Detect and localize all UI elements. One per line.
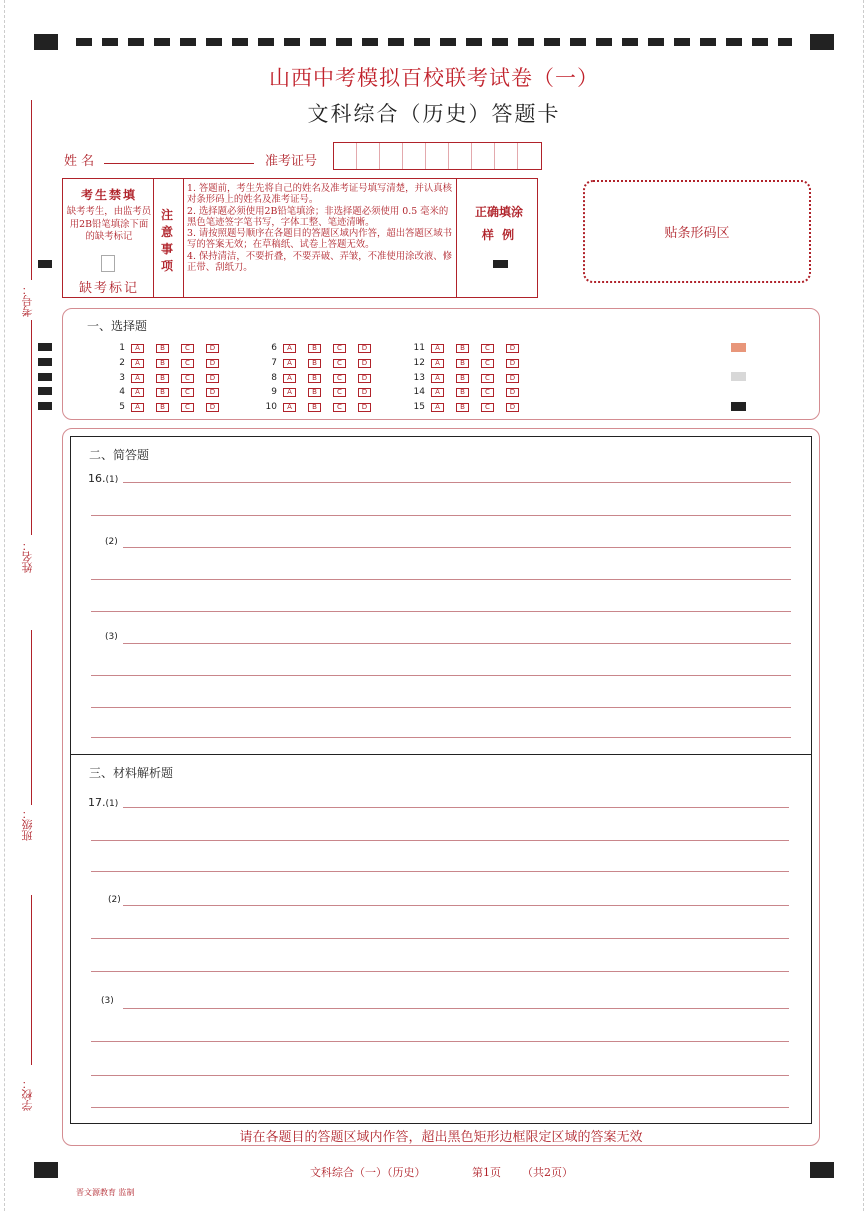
choice-question-row [257,402,383,412]
side-timing-mark [38,260,52,268]
choice-question-row [257,387,383,397]
choice-bubble-a[interactable]: A [431,388,444,397]
choice-bubble-c[interactable]: C [181,359,194,368]
choice-bubble-c[interactable]: C [333,359,346,368]
choice-bubble-a[interactable]: A [283,403,296,412]
sample-line1: 正确填涂 [474,205,523,219]
answer-line [123,807,789,808]
side-line [31,895,32,1065]
choice-bubble-b[interactable]: B [456,374,469,383]
choice-question-number: 5 [119,402,125,412]
page-edge-right [863,0,864,1211]
side-label-name: 姓名： [21,540,34,573]
choice-question-row [257,343,383,353]
footer-printer: 晋文源教育 监制 [76,1188,135,1197]
side-timing-mark [38,387,52,395]
choice-bubble-c[interactable]: C [181,388,194,397]
choice-bubble-c[interactable]: C [481,374,494,383]
material-analysis-box[interactable] [70,754,812,1124]
choice-bubble-c[interactable]: C [481,388,494,397]
choice-bubble-c[interactable]: C [181,344,194,353]
exam-id-label: 准考证号 [265,154,318,169]
answer-line [91,611,791,612]
footer-total: （共2页） [522,1166,573,1179]
side-label-exam-no: 考号： [21,284,34,317]
choice-bubble-c[interactable]: C [481,403,494,412]
answer-line [123,482,791,483]
choice-question-row [105,387,231,397]
choice-question-number: 6 [271,343,277,353]
choice-section [62,308,820,420]
answer-line [123,643,791,644]
choice-bubble-b[interactable]: B [156,359,169,368]
sample-line2: 样 例 [481,228,517,242]
page-edge-left [4,0,5,1211]
choice-bubble-d[interactable]: D [206,374,219,383]
choice-question-row [105,358,231,368]
choice-bubble-b[interactable]: B [308,359,321,368]
footer-subject: 文科综合（一）（历史） [310,1166,426,1179]
side-timing-mark [38,358,52,366]
choice-question-number: 15 [413,402,425,412]
choice-bubble-a[interactable]: A [283,344,296,353]
swatch-orange [731,343,746,352]
side-label-class: 班级： [21,808,34,841]
choice-question-number: 8 [271,373,277,383]
instructions-box [62,178,538,298]
note-item: 1. 答题前，考生先将自己的姓名及准考证号填写清楚，并认真核对条形码上的姓名及准考证号。 [187,183,453,206]
exam-id-boxes[interactable] [333,142,542,170]
choice-bubble-a[interactable]: A [431,374,444,383]
q16-part3: (3) [105,632,118,642]
choice-bubble-a[interactable]: A [431,359,444,368]
choice-bubble-d[interactable]: D [358,359,371,368]
choice-question-row [257,373,383,383]
choice-bubble-d[interactable]: D [506,388,519,397]
answer-line [91,515,791,516]
choice-question-number: 9 [271,387,277,397]
choice-question-number: 11 [413,343,425,353]
note-item: 4. 保持清洁，不要折叠，不要弄破、弄皱，不准使用涂改液、修正带、刮纸刀。 [187,250,453,274]
barcode-area: 贴条形码区 [583,180,811,283]
choice-bubble-b[interactable]: B [156,388,169,397]
choice-bubble-c[interactable]: C [481,359,494,368]
choice-question-number: 1 [119,343,125,353]
answer-area-warning: 请在各题目的答题区域内作答，超出黑色矩形边框限定区域的答案无效 [239,1130,643,1145]
choice-bubble-a[interactable]: A [283,359,296,368]
choice-question-row [105,402,231,412]
choice-question-number: 12 [413,358,425,368]
choice-question-number: 4 [119,387,125,397]
answer-line [91,675,791,676]
sheet-subtitle: 文科综合（历史）答题卡 [307,102,561,126]
choice-bubble-a[interactable]: A [431,403,444,412]
choice-bubble-d[interactable]: D [358,374,371,383]
absent-title: 考生禁填 [80,188,137,202]
choice-bubble-c[interactable]: C [181,374,194,383]
absent-mark-box[interactable] [101,255,115,272]
side-timing-mark [38,373,52,381]
short-answer-box[interactable] [70,436,812,755]
choice-bubble-a[interactable]: A [131,388,144,397]
answer-line [91,1075,789,1076]
answer-line [123,905,789,906]
choice-bubble-a[interactable]: A [283,388,296,397]
choice-bubble-a[interactable]: A [131,344,144,353]
choice-bubble-a[interactable]: A [131,403,144,412]
choice-bubble-c[interactable]: C [481,344,494,353]
choice-bubble-b[interactable]: B [308,374,321,383]
note-item: 3. 请按照题号顺序在各题目的答题区域内作答，超出答题区域书写的答案无效；在草稿纸、试卷上答题无效。 [187,228,453,251]
choice-bubble-a[interactable]: A [131,359,144,368]
sample-filled-mark [493,260,508,268]
choice-bubble-b[interactable]: B [156,374,169,383]
choice-bubble-d[interactable]: D [506,344,519,353]
answer-line [91,971,789,972]
choice-bubble-c[interactable]: C [333,374,346,383]
name-label: 姓 名 [64,154,95,169]
choice-bubble-d[interactable]: D [506,403,519,412]
choice-bubble-a[interactable]: A [131,374,144,383]
choice-bubble-d[interactable]: D [206,344,219,353]
side-label-school: 学校： [21,1078,34,1111]
choice-bubble-b[interactable]: B [456,344,469,353]
side-timing-mark [38,343,52,351]
corner-mark-bottom-right [810,1162,834,1178]
absent-text: 缺考考生，由监考员用2B铅笔填涂下面的缺考标记 [66,206,152,242]
choice-question-number: 2 [119,358,125,368]
note-item: 2. 选择题必须使用2B铅笔填涂；非选择题必须使用 0.5 毫米的黑色笔迹签字笔书写，字体工整、笔迹清晰。 [187,205,449,228]
answer-line [123,547,791,548]
choice-bubble-c[interactable]: C [333,403,346,412]
q17-number: 17.(1) [88,796,119,809]
choice-bubble-d[interactable]: D [358,403,371,412]
choice-bubble-b[interactable]: B [156,403,169,412]
answer-line [91,1107,789,1108]
q16-part2: (2) [105,537,118,547]
side-timing-mark [38,402,52,410]
notes-list [187,183,453,273]
answer-line [91,579,791,580]
choice-bubble-b[interactable]: B [308,344,321,353]
material-analysis-title: 三、材料解析题 [89,766,174,780]
choice-section-title: 一、选择题 [87,319,148,333]
answer-line [91,737,791,738]
choice-bubble-d[interactable]: D [506,374,519,383]
choice-bubble-c[interactable]: C [333,344,346,353]
corner-mark-top-left [34,34,58,50]
choice-bubble-b[interactable]: B [156,344,169,353]
choice-question-row [405,373,531,383]
side-line [31,320,32,535]
answer-line [91,840,789,841]
choice-bubble-d[interactable]: D [206,403,219,412]
choice-question-number: 14 [413,387,425,397]
swatch-black [731,402,746,411]
choice-question-row [257,358,383,368]
choice-bubble-d[interactable]: D [506,359,519,368]
choice-bubble-d[interactable]: D [358,388,371,397]
answer-line [123,1008,789,1009]
choice-bubble-b[interactable]: B [456,403,469,412]
short-answer-title: 二、简答题 [89,448,150,462]
choice-bubble-b[interactable]: B [308,388,321,397]
footer-page: 第1页 [472,1166,501,1179]
name-field[interactable] [104,163,254,164]
choice-question-number: 7 [271,358,277,368]
choice-question-row [405,358,531,368]
answer-line [91,871,789,872]
choice-bubble-d[interactable]: D [358,344,371,353]
choice-bubble-c[interactable]: C [181,403,194,412]
choice-bubble-b[interactable]: B [456,388,469,397]
answer-line [91,938,789,939]
corner-mark-bottom-left [34,1162,58,1178]
side-line [31,630,32,805]
q16-number: 16.(1) [88,472,119,485]
sheet-title: 山西中考模拟百校联考试卷（一） [269,66,599,90]
choice-question-row [405,402,531,412]
choice-bubble-c[interactable]: C [333,388,346,397]
choice-bubble-d[interactable]: D [206,359,219,368]
absent-mark-label: 缺考标记 [78,281,139,296]
choice-bubble-a[interactable]: A [431,344,444,353]
side-line [31,100,32,280]
choice-bubble-b[interactable]: B [456,359,469,368]
q17-part2: (2) [108,895,121,905]
timing-track-top [76,38,792,46]
q17-part3: (3) [101,996,114,1006]
choice-bubble-d[interactable]: D [206,388,219,397]
choice-question-number: 10 [265,402,277,412]
choice-question-row [105,373,231,383]
choice-question-row [405,343,531,353]
swatch-gray [731,372,746,381]
choice-question-number: 3 [119,373,125,383]
notes-heading: 注意事项 [161,208,174,273]
answer-line [91,707,791,708]
choice-bubble-b[interactable]: B [308,403,321,412]
choice-question-number: 13 [413,373,425,383]
corner-mark-top-right [810,34,834,50]
answer-line [91,1041,789,1042]
choice-question-row [105,343,231,353]
choice-question-row [405,387,531,397]
choice-bubble-a[interactable]: A [283,374,296,383]
